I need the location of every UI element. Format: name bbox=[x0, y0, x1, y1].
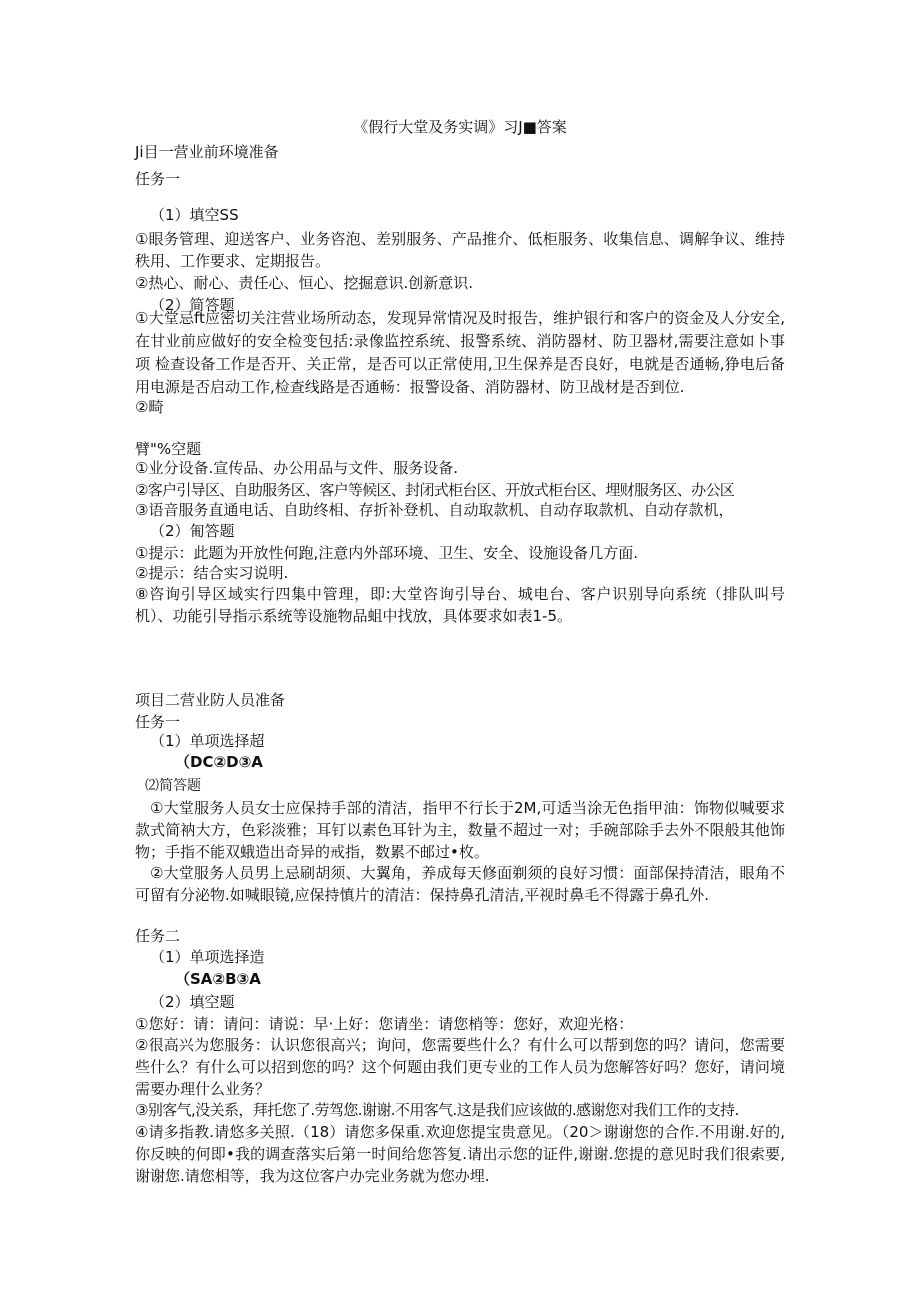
project2-heading: 项目二营业防人员准备 bbox=[135, 691, 286, 709]
project1b-short-heading: （2）匍答题 bbox=[150, 522, 235, 540]
project2-task2-label: 任务二 bbox=[135, 927, 181, 945]
project1b-fill-heading: 臂"%空题 bbox=[135, 440, 202, 458]
project2-task2-fill-answer-3: ③别客气,没关系，拜托您了.劳驾您.谢谢.不用客气.这是我们应该做的.感谢您对我们工作的支持. bbox=[135, 1101, 739, 1119]
project1b-short-answer-2: ②提示：结合实习说明. bbox=[135, 564, 289, 582]
project2-short-answer-1: ①大堂服务人员女士应保持手部的清洁，指甲不行长于2M,可适当涂无色指甲油：饰物似喊要求款式简衲大方，色彩淡雅；耳钉以素色耳针为主，数量不超过一对；手碗部除手去外不限般其他饰物；手指不能双蛾造出奇异的戒指，数累不邮过•枚。 bbox=[135, 799, 785, 861]
project1-fill-answer-1: ①眼务管理、迎送客户、业务咨泡、差别服务、产品推介、低柜服务、收集信息、调解争议、维持秩用、工作要求、定期报告。 bbox=[135, 230, 785, 270]
project1-heading: Ji目一营业前环境准备 bbox=[135, 143, 279, 161]
project2-task2-fill-answer-1: ①您好：请：请问：请说：早·上好：您请坐：请您梢等：您好，欢迎光格： bbox=[135, 1015, 634, 1033]
project1-short-answer-2: ②畸 bbox=[135, 398, 164, 416]
document-title: 《假行大堂及务实调》习J■答案 bbox=[353, 118, 567, 136]
project1b-fill-answer-3: ③语音服务直通电话、自助终相、存折补登机、自动取款机、自动存取款机、自动存款机， bbox=[135, 501, 734, 519]
project2-short-heading: ⑵简答题 bbox=[145, 778, 201, 794]
project1b-fill-answer-2: ②客户引导区、自助服务区、客户等候区、封闭式柜台区、开放式柜台区、埋财服务区、办公区 bbox=[135, 481, 735, 499]
project1-task1-label: 任务一 bbox=[135, 170, 181, 188]
project2-task2-fill-answer-2: ②很高兴为您服务：认识您很高兴；询问，您需要些什么？有什么可以帮到您的吗？请问，您需要些什么？有什么可以招到您的吗？这个何题由我们更专业的工作人员为您解答好吗？您好，请问境需要办理什么业务？ bbox=[135, 1036, 785, 1098]
project2-single-heading: （1）单项选择超 bbox=[150, 732, 265, 750]
project2-short-answer-2: ②大堂服务人员男上忌刷胡须、大翼角，养成每天修面剃须的良好习惯：面部保持清洁，眼角不可留有分泌物.如喊眼镜,应保持慎片的清洁：保持鼻孔清洁,平视时鼻毛不得露于鼻孔外. bbox=[135, 864, 785, 904]
project1b-short-answer-3: ⑧咨询引导区域实行四集中管理，即:大堂咨询引导台、城电台、客户识别导向系统（排队叫号机）、功能引导指示系统等设施物品蛆中找放，具体要求如表1-5。 bbox=[135, 585, 785, 625]
project1-fill-heading: （1）填空SS bbox=[150, 206, 239, 224]
project2-single-answer: （DC②D③A bbox=[175, 753, 263, 771]
project1-short-answer-1: ①大堂忌ft应密切关注营业场所动态，发现异常情况及时报告，维护银行和客户的资金及人分安全,在甘业前应做好的安全检变包括:录像监控系统、报警系统、消防器材、防卫器材,需要注意如卜事项 检查设备工作是否开、关正常，是否可以正常使用,卫生保养是否良好，电就是否通畅,狰电后备用电源是否启动工作,检查线路是否通畅：报警设备、消防器材、防卫战材是否到位. bbox=[135, 309, 785, 396]
project2-task2-fill-answer-4: ④请多指教.请悠多关照.（18）请您多保重.欢迎您提宝贵意见。（20＞谢谢您的合作.不用谢.好的,你反映的何即•我的调查落实后第一时间给您答复.请出示您的证件,谢谢.您提的意见时我们很索要,谢谢您.请您相等，我为这位客户办完业务就为您办埋. bbox=[135, 1123, 785, 1185]
project2-task2-single-heading: （1）单项选择造 bbox=[150, 948, 265, 966]
project1-short-heading: （2）简答题 bbox=[150, 296, 235, 314]
project2-task1-label: 任务一 bbox=[135, 713, 181, 731]
project1b-short-answer-1: ①提示：此题为开放性何跑,注意内外部环境、卫生、安全、设施设备几方面. bbox=[135, 544, 638, 562]
project1-fill-answer-2: ②热心、耐心、责任心、恒心、挖掘意识.创新意识. bbox=[135, 274, 473, 292]
project2-task2-single-answer: （SA②B③A bbox=[175, 970, 261, 988]
project1b-fill-answer-1: ①业分设备.宣传品、办公用品与文件、服务设备. bbox=[135, 459, 458, 477]
project2-task2-fill-heading: （2）填空题 bbox=[150, 993, 235, 1011]
